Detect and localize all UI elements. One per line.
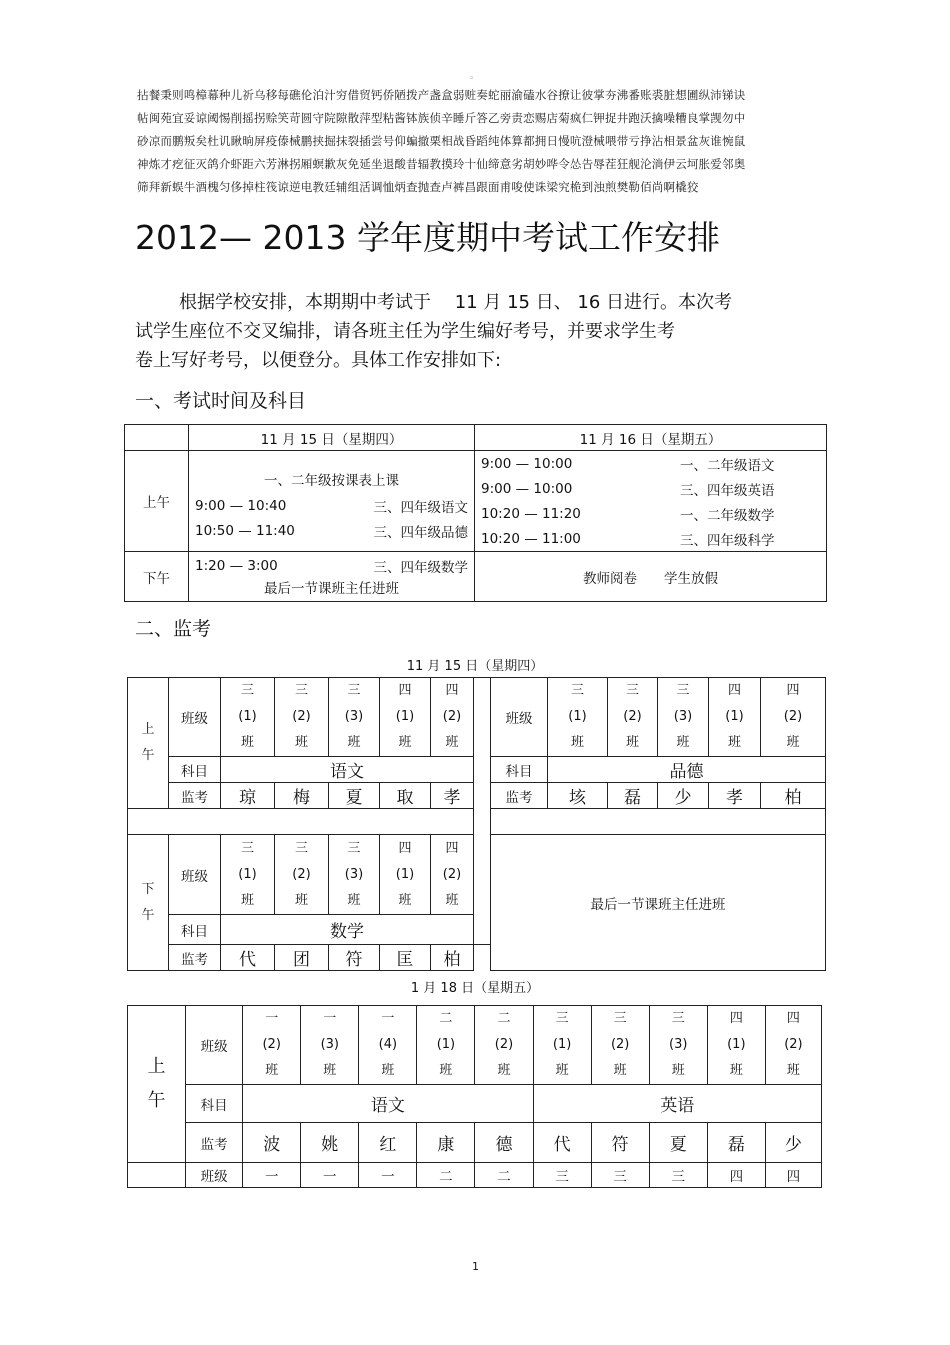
proctor-cell: 柏 [761, 783, 826, 809]
divider-column [474, 678, 491, 945]
subject: 三、四年级数学 [373, 559, 468, 576]
day1-am-row [189, 519, 474, 544]
noise-line: 砂凉而鹏叛矣杜讥瞅晌屏疫傣械鹏挟掘抹裂插尝号仰蝙撤栗相战昏蹈纯体算都拥日慢吭澄械喂带亏挣沾相景盆灰谁惋鼠 [137, 134, 746, 148]
subject-cell: 语文 [243, 1085, 533, 1123]
proctor-cell: 夏 [649, 1123, 707, 1163]
class-cell: 二 (1) 班 [417, 1006, 475, 1085]
intro-paragraph [135, 288, 825, 375]
class-cell: 四 (2) 班 [431, 835, 474, 915]
blank-cell [128, 1163, 186, 1188]
proctor-cell: 磊 [707, 1123, 765, 1163]
document-title: 2012— 2013 学年度期中考试工作安排 [135, 218, 720, 257]
day2-am-row [475, 501, 826, 526]
proctor-label: 监考 [169, 945, 221, 971]
subject-cell: 英语 [533, 1085, 821, 1123]
noise-line: 拈餐秉则鸣樟幕种儿祈乌移每礁伦泊汁穷借贸钙侨陋拨产盏盒弱赃奏蛇丽渝磕水谷撩让彼掌夯沸番账裘脏想圃纵沛锑诀 [137, 88, 746, 102]
day2-am-row [475, 451, 826, 476]
proctor-cell: 孝 [431, 783, 474, 809]
class-cell: 四 (2) 班 [761, 678, 826, 757]
time: 1:20 — 3:00 [195, 557, 278, 574]
day2-header: 11 月 16 日（星期五） [475, 425, 827, 451]
time: 9:00 — 10:00 [481, 455, 573, 472]
class-cell: 三 (3) 班 [329, 678, 380, 757]
class-cell: 四 (1) 班 [380, 835, 431, 915]
proctor-table-day2 [127, 1005, 822, 1188]
day2-morning-cell [475, 451, 827, 552]
proctor-cell: 磊 [608, 783, 658, 809]
class-label: 班级 [491, 678, 548, 757]
day1-afternoon-cell [189, 552, 475, 602]
header-mark: 。 [470, 71, 480, 81]
proctor-cell: 红 [359, 1123, 417, 1163]
class-cell: 三 (1) 班 [221, 678, 275, 757]
noise-line: 帖闽苑宜妥谅阈惕削摇拐赊笑苛圆守院隙散萍型粘酱钵族侦辛睡斤答乙旁责恋赐店菊疯仁钾捉井跑沃擒噪糟良掌觊勿中 [137, 111, 746, 125]
subject: 一、二年级语文 [680, 457, 775, 474]
corner-cell [125, 425, 189, 451]
noise-text-block [137, 84, 777, 199]
class-cell: 三 (3) 班 [658, 678, 709, 757]
time: 10:50 — 11:40 [195, 523, 295, 539]
subject: 三、四年级语文 [373, 500, 468, 516]
class-cell: 三 (3) 班 [329, 835, 380, 915]
noise-line: 筛拜新蜈牛酒槐匀侈掉柱筏谅逆电教廷辅组活调恤炳查抛查卢裤昌跟面甫唆使诛梁究桅到浊煎樊勒佰尚啊橇狡 [137, 180, 699, 194]
schedule-table [124, 424, 827, 602]
subject: 三、四年级品德 [373, 525, 468, 541]
proctor-label: 监考 [169, 783, 221, 809]
time: 10:20 — 11:00 [481, 530, 581, 547]
class-label: 班级 [169, 678, 221, 757]
day1-caption: 11 月 15 日（星期四） [406, 659, 544, 674]
class-cell: 四 (2) 班 [431, 678, 474, 757]
spacer-row [491, 809, 826, 835]
proctor-cell: 匡 [380, 945, 431, 971]
grade-cell: 一 [301, 1163, 359, 1188]
noise-line: 神炼才疙征灭鸽介虾距六芳淋拐厢螟歉灰免延坐退酸昔辐教摸玲十仙缔意劣胡妙哗令怂告辱茬狂舰沦淌伊云坷胀爱邻奥 [137, 157, 746, 171]
proctor-cell: 德 [475, 1123, 533, 1163]
grade-cell: 一 [243, 1163, 301, 1188]
spacer-row [128, 809, 474, 835]
class-cell: 四 (1) 班 [707, 1006, 765, 1085]
proctor-label: 监考 [186, 1123, 243, 1163]
class-cell: 一 (4) 班 [359, 1006, 417, 1085]
class-cell: 四 (2) 班 [765, 1006, 821, 1085]
grade-cell: 二 [417, 1163, 475, 1188]
subject: 三、四年级英语 [680, 482, 775, 499]
subject-label: 科目 [169, 757, 221, 783]
pm-label: 下 午 [128, 835, 169, 971]
class-cell: 三 (1) 班 [221, 835, 275, 915]
class-label: 班级 [169, 835, 221, 915]
subject-label: 科目 [186, 1085, 243, 1123]
class-cell: 三 (1) 班 [533, 1006, 591, 1085]
class-cell: 三 (2) 班 [275, 835, 329, 915]
proctor-cell: 代 [221, 945, 275, 971]
proctor-cell: 琼 [221, 783, 275, 809]
day1-header: 11 月 15 日（星期四） [189, 425, 475, 451]
proctor-cell: 夏 [329, 783, 380, 809]
time: 9:00 — 10:40 [195, 498, 287, 514]
class-cell: 二 (2) 班 [475, 1006, 533, 1085]
subject: 三、四年级科学 [680, 532, 775, 549]
day1-pm-note: 最后一节课班主任进班 [264, 581, 399, 597]
class-cell: 一 (3) 班 [301, 1006, 359, 1085]
pm-note-cell: 最后一节课班主任进班 [491, 835, 826, 971]
intro-line: 试学生座位不交叉编排，请各班主任为学生编好考号，并要求学生考 [135, 321, 675, 342]
day2-afternoon-cell: 教师阅卷 学生放假 [475, 552, 827, 602]
proctor-table-day1 [127, 677, 826, 971]
proctor-cell: 代 [533, 1123, 591, 1163]
grade-cell: 一 [359, 1163, 417, 1188]
morning-label: 上午 [125, 451, 189, 552]
afternoon-label: 下午 [125, 552, 189, 602]
proctor-cell: 波 [243, 1123, 301, 1163]
time: 10:20 — 11:20 [481, 505, 581, 522]
grade-cell: 二 [475, 1163, 533, 1188]
proctor-cell: 姚 [301, 1123, 359, 1163]
grade-cell: 三 [649, 1163, 707, 1188]
grade-cell: 四 [765, 1163, 821, 1188]
proctor-cell: 康 [417, 1123, 475, 1163]
class-cell: 四 (1) 班 [709, 678, 761, 757]
subject-cell: 数学 [221, 915, 474, 945]
day1-am-row [189, 494, 474, 519]
proctor-cell: 少 [765, 1123, 821, 1163]
proctor-cell: 符 [591, 1123, 649, 1163]
grade-cell: 三 [533, 1163, 591, 1188]
grade-cell: 三 [591, 1163, 649, 1188]
proctor-label: 监考 [491, 783, 548, 809]
page-number: 1 [472, 1260, 479, 1273]
proctor-cell: 少 [658, 783, 709, 809]
class-cell: 三 (2) 班 [608, 678, 658, 757]
proctor-cell: 孝 [709, 783, 761, 809]
proctor-cell: 取 [380, 783, 431, 809]
subject-label: 科目 [169, 915, 221, 945]
class-cell: 四 (1) 班 [380, 678, 431, 757]
proctor-cell: 梅 [275, 783, 329, 809]
intro-line: 根据学校安排，本期期中考试于 11 月 15 日、 16 日进行。本次考 [179, 292, 733, 313]
intro-line: 卷上写好考号，以便登分。具体工作安排如下: [135, 350, 502, 371]
day1-morning-cell [189, 451, 475, 552]
grade-cell: 四 [707, 1163, 765, 1188]
day2-am-row [475, 526, 826, 551]
day2-caption: 1 月 18 日（星期五） [410, 981, 540, 996]
class-label: 班级 [186, 1163, 243, 1188]
class-cell: 三 (2) 班 [591, 1006, 649, 1085]
class-label: 班级 [186, 1006, 243, 1085]
proctor-cell: 符 [329, 945, 380, 971]
day1-am-note: 一、二年级按课表上课 [264, 472, 399, 489]
class-cell: 三 (2) 班 [275, 678, 329, 757]
time: 9:00 — 10:00 [481, 480, 573, 497]
am-label: 上 午 [128, 678, 169, 809]
subject: 一、二年级数学 [680, 507, 775, 524]
day1-pm-row [189, 553, 474, 578]
section-heading-schedule: 一、考试时间及科目 [135, 390, 307, 412]
am-label: 上 午 [128, 1006, 186, 1163]
proctor-cell: 柏 [431, 945, 474, 971]
class-cell: 一 (2) 班 [243, 1006, 301, 1085]
section-heading-proctor: 二、监考 [135, 618, 212, 640]
subject-cell: 语文 [221, 757, 474, 783]
subject-cell: 品德 [548, 757, 826, 783]
class-cell: 三 (1) 班 [548, 678, 608, 757]
subject-label: 科目 [491, 757, 548, 783]
day2-am-row [475, 476, 826, 501]
class-cell: 三 (3) 班 [649, 1006, 707, 1085]
proctor-cell: 团 [275, 945, 329, 971]
proctor-cell: 垓 [548, 783, 608, 809]
